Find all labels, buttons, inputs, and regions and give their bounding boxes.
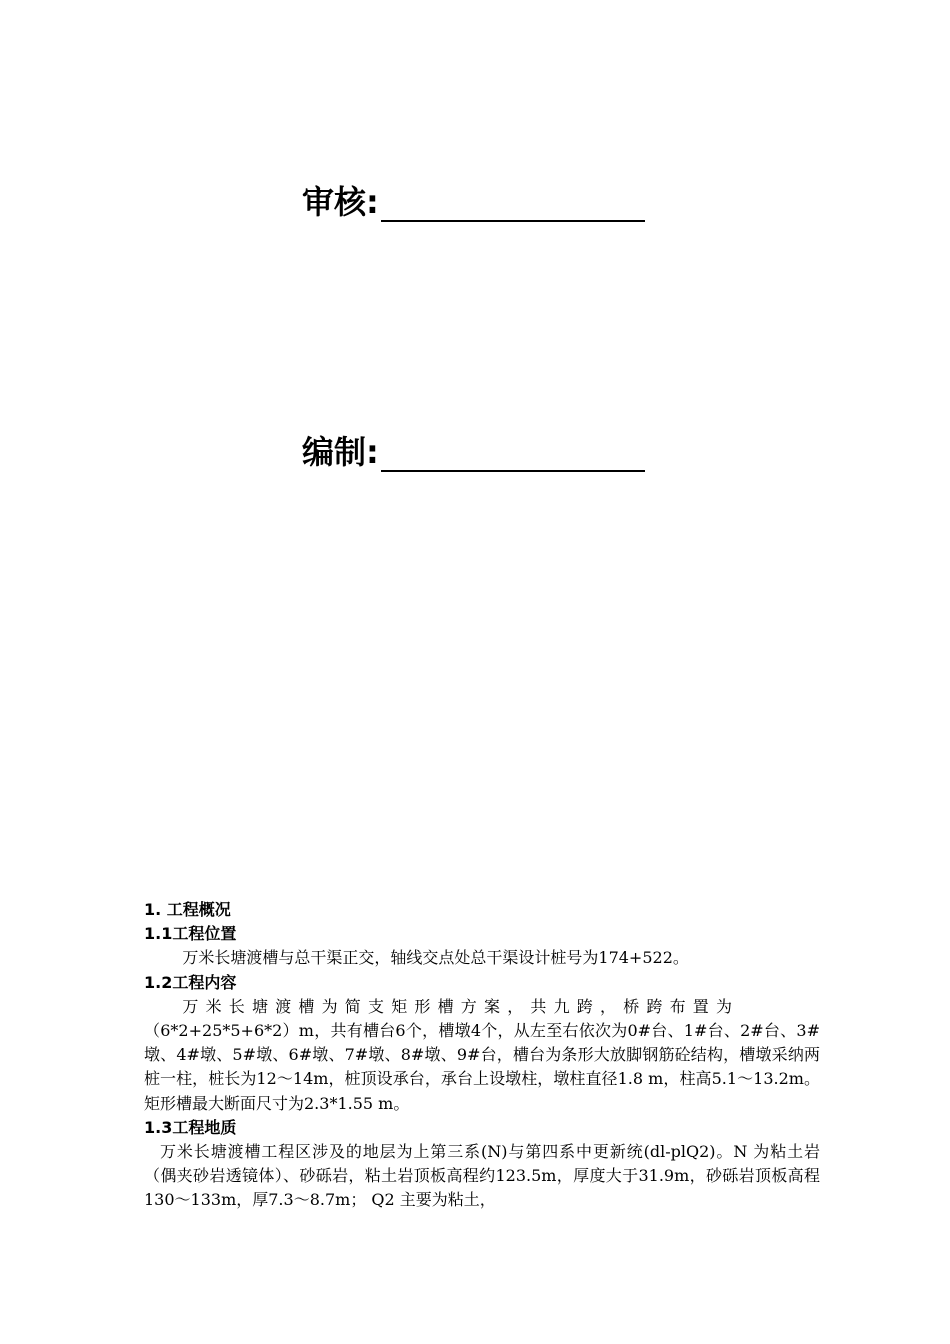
document-body [144, 898, 820, 1213]
section-1-2-heading: 1.2工程内容 [144, 972, 237, 992]
section-1-3-heading: 1.3工程地质 [144, 1117, 237, 1137]
section-1-heading: 1. 工程概况 [144, 900, 231, 919]
compiler-blank-line [381, 442, 645, 472]
reviewer-signature [302, 182, 645, 222]
section-1-1-heading: 1.1工程位置 [144, 924, 237, 944]
compiler-signature [302, 432, 645, 472]
compiler-label: 编制: [302, 433, 379, 471]
reviewer-blank-line [381, 192, 645, 222]
section-1-2-first-line: 万米长塘渡槽为简支矩形槽方案，共九跨，桥跨布置为 [182, 996, 740, 1016]
section-1-1-paragraph: 万米长塘渡槽与总干渠正交，轴线交点处总干渠设计桩号为174+522。 [182, 948, 689, 968]
section-1-3-paragraph: 万米长塘渡槽工程区涉及的地层为上第三系(N)与第四系中更新统(dl-plQ2)。N 为粘土岩（偶夹砂岩透镜体）、砂砾岩，粘土岩顶板高程约123.5m，厚度大于31.9m，砂砾岩顶板高程130～133m，厚7.3～8.7m； Q2 主要为粘土， [144, 1142, 820, 1210]
section-1-2-paragraph: （6*2+25*5+6*2）m，共有槽台6个，槽墩4个，从左至右依次为0#台、1#台、2#台、3#墩、4#墩、5#墩、6#墩、7#墩、8#墩、9#台，槽台为条形大放脚钢筋砼结构，槽墩采纳两桩一柱，桩长为12～14m，桩顶设承台，承台上设墩柱，墩柱直径1.8 m，柱高5.1～13.2m。矩形槽最大断面尺寸为2.3*1.55 m。 [144, 1021, 820, 1113]
reviewer-label: 审核: [302, 183, 379, 221]
